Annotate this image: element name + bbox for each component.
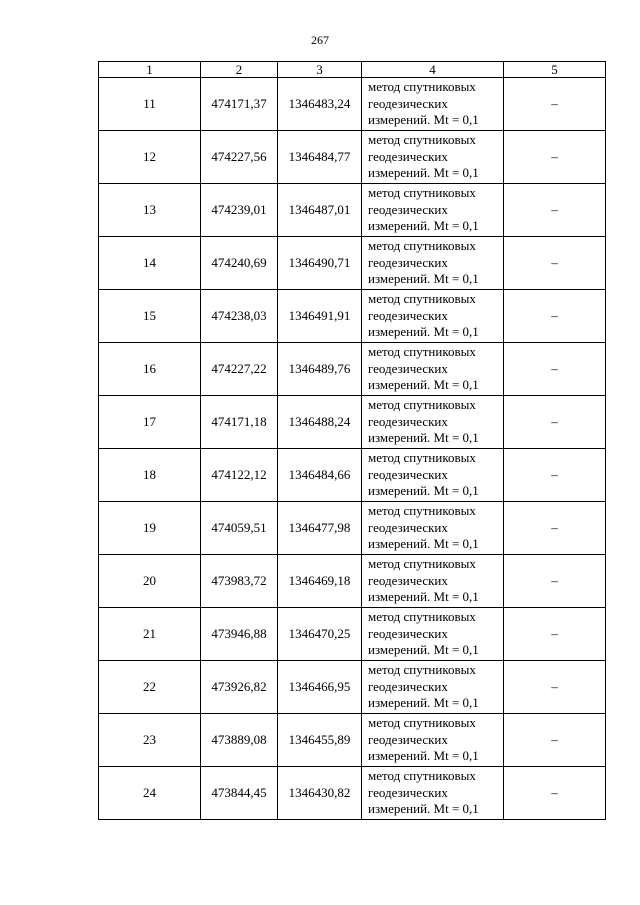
x-coordinate-cell: 473983,72	[201, 555, 278, 608]
method-description-cell	[362, 714, 504, 767]
y-coordinate-cell: 1346487,01	[278, 184, 362, 237]
table-row	[99, 449, 606, 502]
point-number-cell: 22	[99, 661, 201, 714]
table-row	[99, 290, 606, 343]
note-cell: –	[504, 343, 606, 396]
point-number-cell: 20	[99, 555, 201, 608]
y-coordinate-cell: 1346466,95	[278, 661, 362, 714]
x-coordinate-cell: 473946,88	[201, 608, 278, 661]
column-header-2: 2	[201, 62, 278, 78]
table-row	[99, 767, 606, 820]
y-coordinate-cell: 1346470,25	[278, 608, 362, 661]
page-number: 267	[311, 33, 329, 47]
method-description-line: геодезических	[368, 678, 448, 694]
y-coordinate-cell: 1346488,24	[278, 396, 362, 449]
point-number-cell: 24	[99, 767, 201, 820]
x-coordinate-cell: 473889,08	[201, 714, 278, 767]
method-description-line: метод спутниковых	[368, 238, 476, 254]
table-row	[99, 396, 606, 449]
method-description-line: измерений. Mt = 0,1	[368, 801, 479, 817]
method-description-line: измерений. Mt = 0,1	[368, 112, 479, 128]
method-description-cell	[362, 608, 504, 661]
table-row	[99, 237, 606, 290]
y-coordinate-cell: 1346489,76	[278, 343, 362, 396]
method-description-line: метод спутниковых	[368, 132, 476, 148]
table-row	[99, 502, 606, 555]
table-row	[99, 131, 606, 184]
column-header-4: 4	[362, 62, 504, 78]
x-coordinate-cell: 474171,37	[201, 78, 278, 131]
method-description-cell	[362, 184, 504, 237]
point-number-cell: 17	[99, 396, 201, 449]
point-number-cell: 18	[99, 449, 201, 502]
method-description-cell	[362, 343, 504, 396]
method-description-cell	[362, 78, 504, 131]
point-number-cell: 14	[99, 237, 201, 290]
method-description-line: измерений. Mt = 0,1	[368, 377, 479, 393]
point-number-cell: 19	[99, 502, 201, 555]
note-cell: –	[504, 502, 606, 555]
method-description-line: метод спутниковых	[368, 79, 476, 95]
method-description-line: измерений. Mt = 0,1	[368, 642, 479, 658]
note-cell: –	[504, 714, 606, 767]
point-number-cell: 16	[99, 343, 201, 396]
method-description-line: геодезических	[368, 413, 448, 429]
method-description-line: измерений. Mt = 0,1	[368, 218, 479, 234]
method-description-line: измерений. Mt = 0,1	[368, 165, 479, 181]
y-coordinate-cell: 1346455,89	[278, 714, 362, 767]
method-description-line: измерений. Mt = 0,1	[368, 483, 479, 499]
note-cell: –	[504, 555, 606, 608]
method-description-line: метод спутниковых	[368, 397, 476, 413]
method-description-line: геодезических	[368, 572, 448, 588]
method-description-line: измерений. Mt = 0,1	[368, 430, 479, 446]
method-description-line: измерений. Mt = 0,1	[368, 589, 479, 605]
x-coordinate-cell: 474240,69	[201, 237, 278, 290]
table-row	[99, 555, 606, 608]
method-description-cell	[362, 449, 504, 502]
x-coordinate-cell: 474227,22	[201, 343, 278, 396]
method-description-line: метод спутниковых	[368, 662, 476, 678]
method-description-line: геодезических	[368, 201, 448, 217]
y-coordinate-cell: 1346484,66	[278, 449, 362, 502]
y-coordinate-cell: 1346469,18	[278, 555, 362, 608]
table-row	[99, 661, 606, 714]
column-header-5: 5	[504, 62, 606, 78]
y-coordinate-cell: 1346430,82	[278, 767, 362, 820]
method-description-cell	[362, 237, 504, 290]
method-description-line: измерений. Mt = 0,1	[368, 748, 479, 764]
y-coordinate-cell: 1346477,98	[278, 502, 362, 555]
method-description-line: метод спутниковых	[368, 344, 476, 360]
note-cell: –	[504, 237, 606, 290]
point-number-cell: 15	[99, 290, 201, 343]
note-cell: –	[504, 131, 606, 184]
point-number-cell: 12	[99, 131, 201, 184]
coordinates-table	[98, 61, 606, 820]
method-description-line: метод спутниковых	[368, 185, 476, 201]
column-header-1: 1	[99, 62, 201, 78]
x-coordinate-cell: 474238,03	[201, 290, 278, 343]
y-coordinate-cell: 1346484,77	[278, 131, 362, 184]
x-coordinate-cell: 473926,82	[201, 661, 278, 714]
point-number-cell: 23	[99, 714, 201, 767]
method-description-line: геодезических	[368, 784, 448, 800]
method-description-line: измерений. Mt = 0,1	[368, 695, 479, 711]
method-description-cell	[362, 767, 504, 820]
method-description-cell	[362, 502, 504, 555]
x-coordinate-cell: 474122,12	[201, 449, 278, 502]
method-description-line: измерений. Mt = 0,1	[368, 324, 479, 340]
method-description-line: измерений. Mt = 0,1	[368, 536, 479, 552]
point-number-cell: 21	[99, 608, 201, 661]
method-description-cell	[362, 396, 504, 449]
table-row	[99, 343, 606, 396]
column-header-3: 3	[278, 62, 362, 78]
method-description-line: геодезических	[368, 360, 448, 376]
method-description-line: геодезических	[368, 731, 448, 747]
point-number-cell: 13	[99, 184, 201, 237]
method-description-line: геодезических	[368, 95, 448, 111]
method-description-line: геодезических	[368, 625, 448, 641]
method-description-line: геодезических	[368, 466, 448, 482]
x-coordinate-cell: 474227,56	[201, 131, 278, 184]
point-number-cell: 11	[99, 78, 201, 131]
note-cell: –	[504, 661, 606, 714]
method-description-line: метод спутниковых	[368, 556, 476, 572]
method-description-cell	[362, 290, 504, 343]
table-row	[99, 184, 606, 237]
x-coordinate-cell: 474059,51	[201, 502, 278, 555]
note-cell: –	[504, 184, 606, 237]
method-description-line: геодезических	[368, 254, 448, 270]
method-description-line: метод спутниковых	[368, 291, 476, 307]
table-row	[99, 608, 606, 661]
y-coordinate-cell: 1346490,71	[278, 237, 362, 290]
method-description-cell	[362, 661, 504, 714]
method-description-line: геодезических	[368, 148, 448, 164]
note-cell: –	[504, 396, 606, 449]
note-cell: –	[504, 608, 606, 661]
method-description-line: метод спутниковых	[368, 768, 476, 784]
method-description-cell	[362, 131, 504, 184]
method-description-line: геодезических	[368, 307, 448, 323]
x-coordinate-cell: 473844,45	[201, 767, 278, 820]
note-cell: –	[504, 767, 606, 820]
x-coordinate-cell: 474239,01	[201, 184, 278, 237]
table-row	[99, 78, 606, 131]
note-cell: –	[504, 78, 606, 131]
method-description-line: метод спутниковых	[368, 503, 476, 519]
note-cell: –	[504, 290, 606, 343]
method-description-line: измерений. Mt = 0,1	[368, 271, 479, 287]
table-header-row	[99, 62, 606, 78]
y-coordinate-cell: 1346483,24	[278, 78, 362, 131]
method-description-line: геодезических	[368, 519, 448, 535]
y-coordinate-cell: 1346491,91	[278, 290, 362, 343]
method-description-line: метод спутниковых	[368, 609, 476, 625]
table-row	[99, 714, 606, 767]
note-cell: –	[504, 449, 606, 502]
method-description-line: метод спутниковых	[368, 715, 476, 731]
method-description-cell	[362, 555, 504, 608]
x-coordinate-cell: 474171,18	[201, 396, 278, 449]
method-description-line: метод спутниковых	[368, 450, 476, 466]
